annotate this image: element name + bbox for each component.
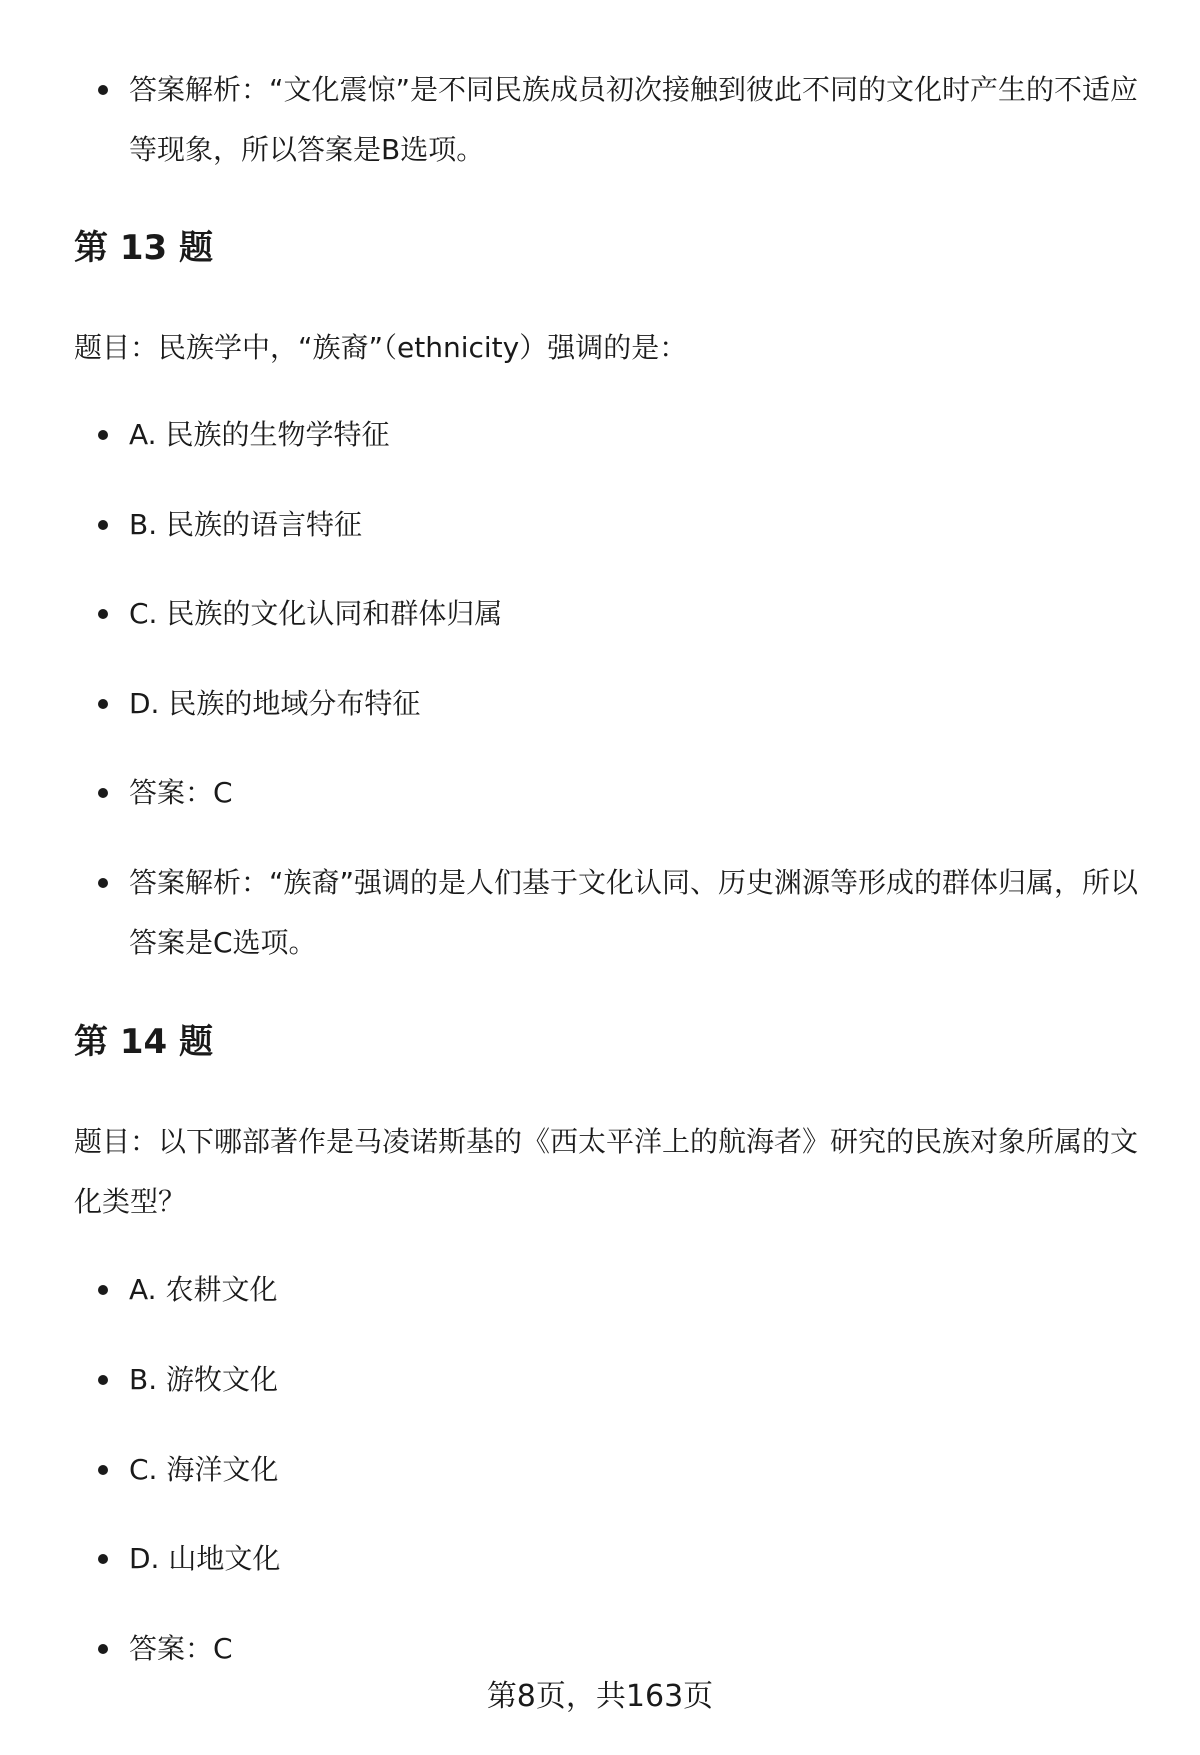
question-13-option-b: B. 民族的语言特征: [74, 495, 1154, 555]
question-13-explanation: 答案解析：“族裔”强调的是人们基于文化认同、历史渊源等形成的群体归属，所以答案是C选项。: [74, 853, 1154, 973]
question-13-option-c: C. 民族的文化认同和群体归属: [74, 584, 1154, 644]
prev-explanation-item: [74, 60, 1154, 180]
question-13-heading: 第 13 题: [74, 228, 213, 268]
prev-explanation-text: 答案解析：“文化震惊”是不同民族成员初次接触到彼此不同的文化时产生的不适应等现象，所以答案是B选项。: [129, 73, 1139, 166]
question-14-stem: 题目：以下哪部著作是马凌诺斯基的《西太平洋上的航海者》研究的民族对象所属的文化类型？: [74, 1125, 1139, 1218]
page-number-footer: 第8页，共163页: [486, 1679, 714, 1714]
question-14-option-b: B. 游牧文化: [74, 1350, 1154, 1410]
question-13-answer: 答案：C: [74, 763, 1154, 823]
question-14-option-c: C. 海洋文化: [74, 1440, 1154, 1500]
question-13-option-a: A. 民族的生物学特征: [74, 405, 1154, 465]
question-14-heading: 第 14 题: [74, 1022, 213, 1062]
question-14-option-d: D. 山地文化: [74, 1529, 1154, 1589]
question-13-stem: 题目：民族学中，“族裔”（ethnicity）强调的是：: [74, 331, 688, 364]
question-13-option-d: D. 民族的地域分布特征: [74, 674, 1154, 734]
question-14-answer: 答案：C: [74, 1619, 1154, 1679]
question-14-option-a: A. 农耕文化: [74, 1260, 1154, 1320]
